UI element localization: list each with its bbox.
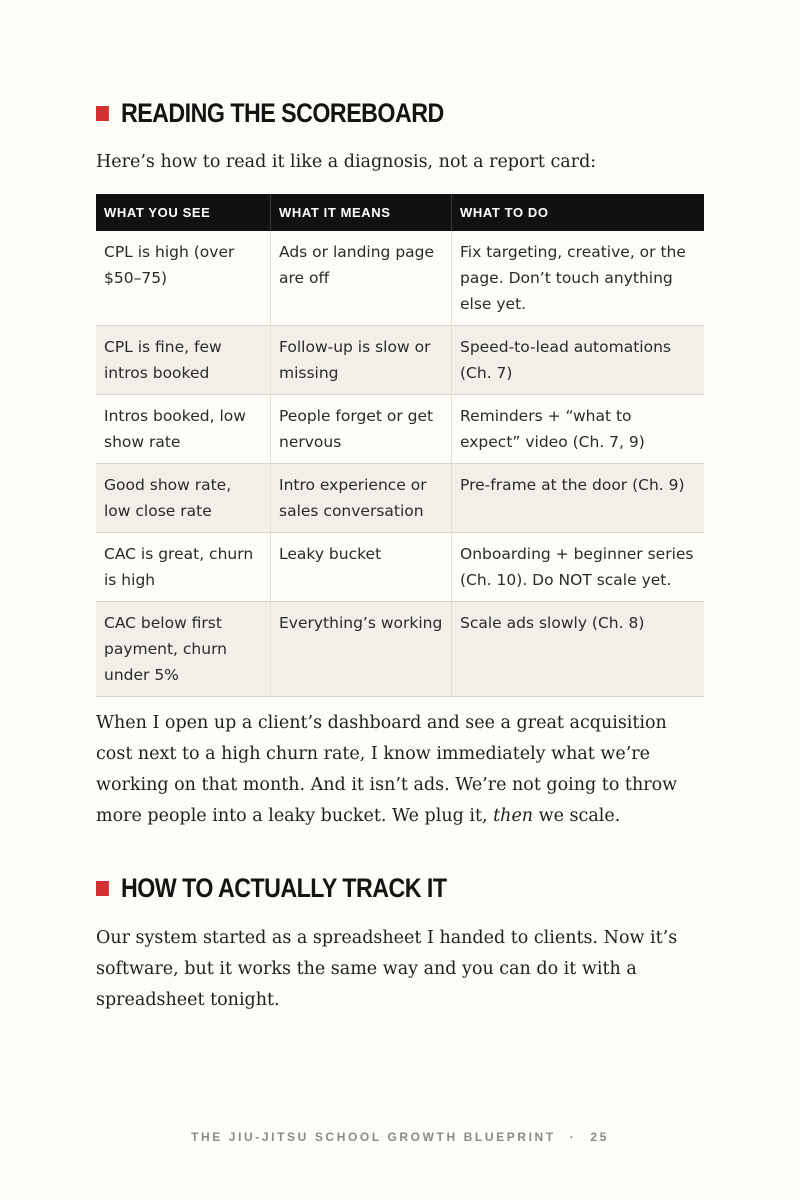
- table-row: [96, 464, 704, 533]
- red-square-bullet-icon: [96, 881, 109, 896]
- table-cell: People forget or get nervous: [271, 395, 452, 464]
- table-row: [96, 326, 704, 395]
- table-header-row: [96, 194, 704, 231]
- table-cell: Pre-frame at the door (Ch. 9): [452, 464, 705, 533]
- table-cell: Everything’s working: [271, 602, 452, 697]
- body-paragraph-dashboard: [96, 708, 708, 832]
- column-header-what-you-see: WHAT YOU SEE: [96, 194, 271, 231]
- table-row: [96, 395, 704, 464]
- section-heading-text: HOW TO ACTUALLY TRACK IT: [120, 873, 447, 903]
- emphasis-text: then: [493, 806, 534, 826]
- intro-paragraph: Here’s how to read it like a diagnosis, not a report card:: [96, 152, 597, 172]
- table-cell: Reminders + “what to expect” video (Ch. 7, 9): [452, 395, 705, 464]
- table-cell: Onboarding + beginner series (Ch. 10). Do NOT scale yet.: [452, 533, 705, 602]
- table-cell: Speed-to-lead automations (Ch. 7): [452, 326, 705, 395]
- page-number: 25: [590, 1130, 609, 1144]
- column-header-what-it-means: WHAT IT MEANS: [271, 194, 452, 231]
- table-cell: CPL is fine, few intros booked: [96, 326, 271, 395]
- paragraph-text: we scale.: [533, 806, 621, 826]
- table-row: [96, 533, 704, 602]
- table-cell: Leaky bucket: [271, 533, 452, 602]
- column-header-what-to-do: WHAT TO DO: [452, 194, 705, 231]
- table-cell: CAC is great, churn is high: [96, 533, 271, 602]
- section-heading-tracking: [96, 873, 447, 904]
- body-paragraph-spreadsheet: Our system started as a spreadsheet I handed to clients. Now it’s software, but it works the same way and you can do it with a spreadsheet tonight.: [96, 928, 678, 1010]
- table-cell: Follow-up is slow or missing: [271, 326, 452, 395]
- page-footer: [0, 1130, 800, 1144]
- table-cell: Intro experience or sales conversation: [271, 464, 452, 533]
- table-row: [96, 602, 704, 697]
- table-cell: CPL is high (over $50–75): [96, 231, 271, 326]
- table-cell: Intros booked, low show rate: [96, 395, 271, 464]
- section-heading-text: READING THE SCOREBOARD: [120, 98, 444, 128]
- table-cell: Fix targeting, creative, or the page. Don’t touch anything else yet.: [452, 231, 705, 326]
- table-cell: Scale ads slowly (Ch. 8): [452, 602, 705, 697]
- table-cell: Ads or landing page are off: [271, 231, 452, 326]
- section-heading-scoreboard: [96, 98, 444, 129]
- table-row: [96, 231, 704, 326]
- table-cell: CAC below first payment, churn under 5%: [96, 602, 271, 697]
- table-cell: Good show rate, low close rate: [96, 464, 271, 533]
- book-title: THE JIU-JITSU SCHOOL GROWTH BLUEPRINT: [191, 1130, 556, 1144]
- footer-separator: ·: [569, 1130, 577, 1144]
- red-square-bullet-icon: [96, 106, 109, 121]
- paragraph-text: When I open up a client’s dashboard and see a great acquisition cost next to a high churn rate, I know immediately what we’re working on that month. And it isn’t ads. We’re not going to throw more people into a leaky bucket. We plug it,: [96, 713, 678, 826]
- scoreboard-table: [96, 194, 704, 697]
